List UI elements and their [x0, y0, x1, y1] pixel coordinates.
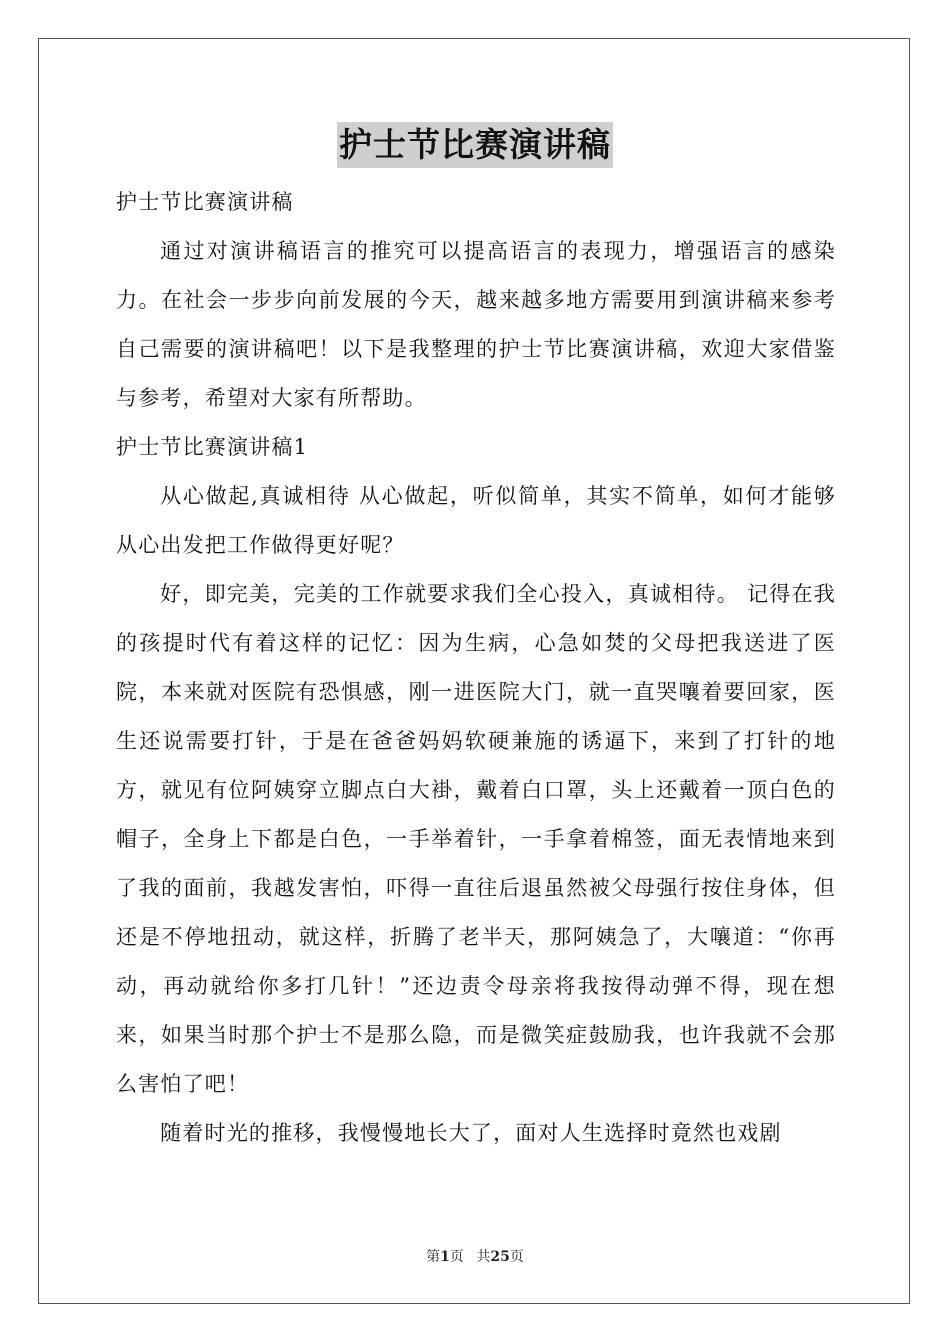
document-body	[116, 178, 836, 1158]
paragraph: 好，即完美，完美的工作就要求我们全心投入，真诚相待。 记得在我的孩提时代有着这样的记忆：因为生病，心急如焚的父母把我送进了医院，本来就对医院有恐惧感，刚一进医院大门，就一直哭嚷着要回家，医生还说需要打针，于是在爸爸妈妈软硬兼施的诱逼下，来到了打针的地方，就见有位阿姨穿立脚点白大褂，戴着白口罩，头上还戴着一顶白色的帽子，全身上下都是白色，一手举着针，一手拿着棉签，面无表情地来到了我的面前，我越发害怕，吓得一直往后退虽然被父母强行按住身体，但还是不停地扭动，就这样，折腾了老半天，那阿姨急了，大嚷道：“你再动，再动就给你多打几针！”还边责令母亲将我按得动弹不得，现在想来，如果当时那个护士不是那么隐，而是微笑症鼓励我，也许我就不会那么害怕了吧！	[116, 582, 836, 1096]
paragraph: 随着时光的推移，我慢慢地长大了，面对人生选择时竟然也戏剧	[160, 1121, 782, 1145]
page-footer	[0, 1246, 950, 1266]
total-pages-indicator: 共25页	[476, 1249, 524, 1265]
page-indicator: 第1页	[426, 1249, 464, 1265]
total-pages: 25	[490, 1249, 510, 1265]
page-number: 1	[440, 1249, 450, 1265]
document-title: 护士节比赛演讲稿	[337, 122, 613, 168]
paragraph: 从心做起,真诚相待 从心做起，听似简单，其实不简单，如何才能够从心出发把工作做得更好呢？	[116, 484, 836, 557]
title-container	[0, 122, 950, 168]
paragraph: 护士节比赛演讲稿1	[116, 435, 309, 459]
paragraph: 通过对演讲稿语言的推究可以提高语言的表现力，增强语言的感染力。在社会一步步向前发展的今天，越来越多地方需要用到演讲稿来参考自己需要的演讲稿吧！以下是我整理的护士节比赛演讲稿，欢迎大家借鉴与参考，希望对大家有所帮助。	[116, 239, 836, 410]
paragraph: 护士节比赛演讲稿	[116, 190, 294, 214]
